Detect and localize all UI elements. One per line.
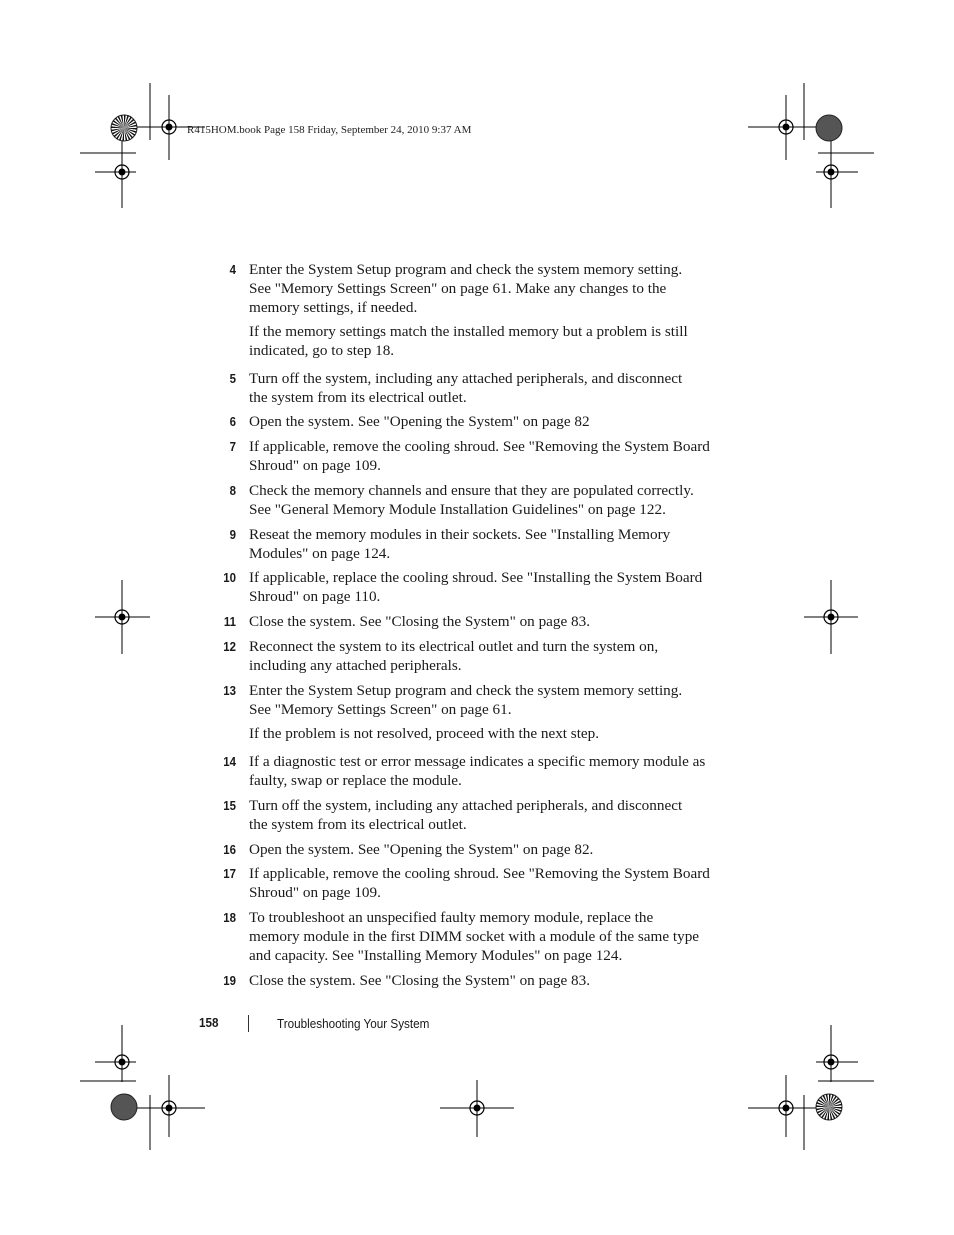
step-text: To troubleshoot an unspecified faulty memory module, replace the memory module in the first DIMM socket with a module of the same type and capacity. See "Installing Memory Modules" on page 124. [249,909,700,964]
step-text: Open the system. See "Opening the System" on page 82 [249,413,590,430]
step-text: Check the memory channels and ensure that they are populated correctly. See "General Memory Module Installation Guidelines" on page 122. [249,482,694,518]
step-number: 8 [229,483,236,498]
step-text: Reseat the memory modules in their sockets. See "Installing Memory Modules" on page 124. [249,526,671,562]
step-number: 13 [223,683,236,698]
footer-divider [248,1015,249,1032]
step-note: If the problem is not resolved, proceed with the next step. [249,725,600,742]
step-text: Open the system. See "Opening the System" on page 82. [249,841,594,858]
gray-disc-icon [111,1094,137,1120]
step-text: If applicable, replace the cooling shroud. See "Installing the System Board Shroud" on page 110. [249,569,703,605]
step-number: 12 [223,639,236,654]
step-number: 11 [223,614,236,629]
step-number: 6 [229,414,236,429]
step-number: 4 [229,262,236,277]
step-text: Enter the System Setup program and check the system memory setting. See "Memory Settings Screen" on page 61. [249,682,683,718]
print-header-info: R415HOM.book Page 158 Friday, September 24, 2010 9:37 AM [187,124,472,136]
step-number: 7 [229,439,236,454]
step-note: If the memory settings match the installed memory but a problem is still indicated, go to step 18. [249,323,688,359]
step-number: 5 [229,371,236,386]
step-text: Reconnect the system to its electrical outlet and turn the system on, including any attached peripherals. [249,638,659,674]
step-number: 17 [223,866,236,881]
step-text: If applicable, remove the cooling shroud. See "Removing the System Board Shroud" on page 109. [249,865,710,901]
step-text: If applicable, remove the cooling shroud. See "Removing the System Board Shroud" on page 109. [249,438,710,474]
step-text: If a diagnostic test or error message indicates a specific memory module as faulty, swap or replace the module. [249,753,706,789]
star-target-icon [816,1094,842,1120]
step-number: 18 [223,910,236,925]
star-target-icon [111,115,137,141]
step-text: Close the system. See "Closing the System" on page 83. [249,613,591,630]
step-text: Enter the System Setup program and check the system memory setting. See "Memory Settings Screen" on page 61. Make any changes to the memory settings, if needed. [249,261,683,316]
step-text: Turn off the system, including any attached peripherals, and disconnect the system from its electrical outlet. [249,370,683,406]
footer-section-title: Troubleshooting Your System [277,1016,430,1031]
gray-disc-icon [816,115,842,141]
page-number: 158 [199,1015,219,1030]
step-number: 9 [229,527,236,542]
step-number: 15 [223,798,236,813]
step-text: Turn off the system, including any attached peripherals, and disconnect the system from its electrical outlet. [249,797,683,833]
step-number: 10 [223,570,236,585]
step-number: 16 [223,842,236,857]
step-number: 14 [223,754,236,769]
step-number: 19 [223,973,236,988]
step-text: Close the system. See "Closing the System" on page 83. [249,972,591,989]
